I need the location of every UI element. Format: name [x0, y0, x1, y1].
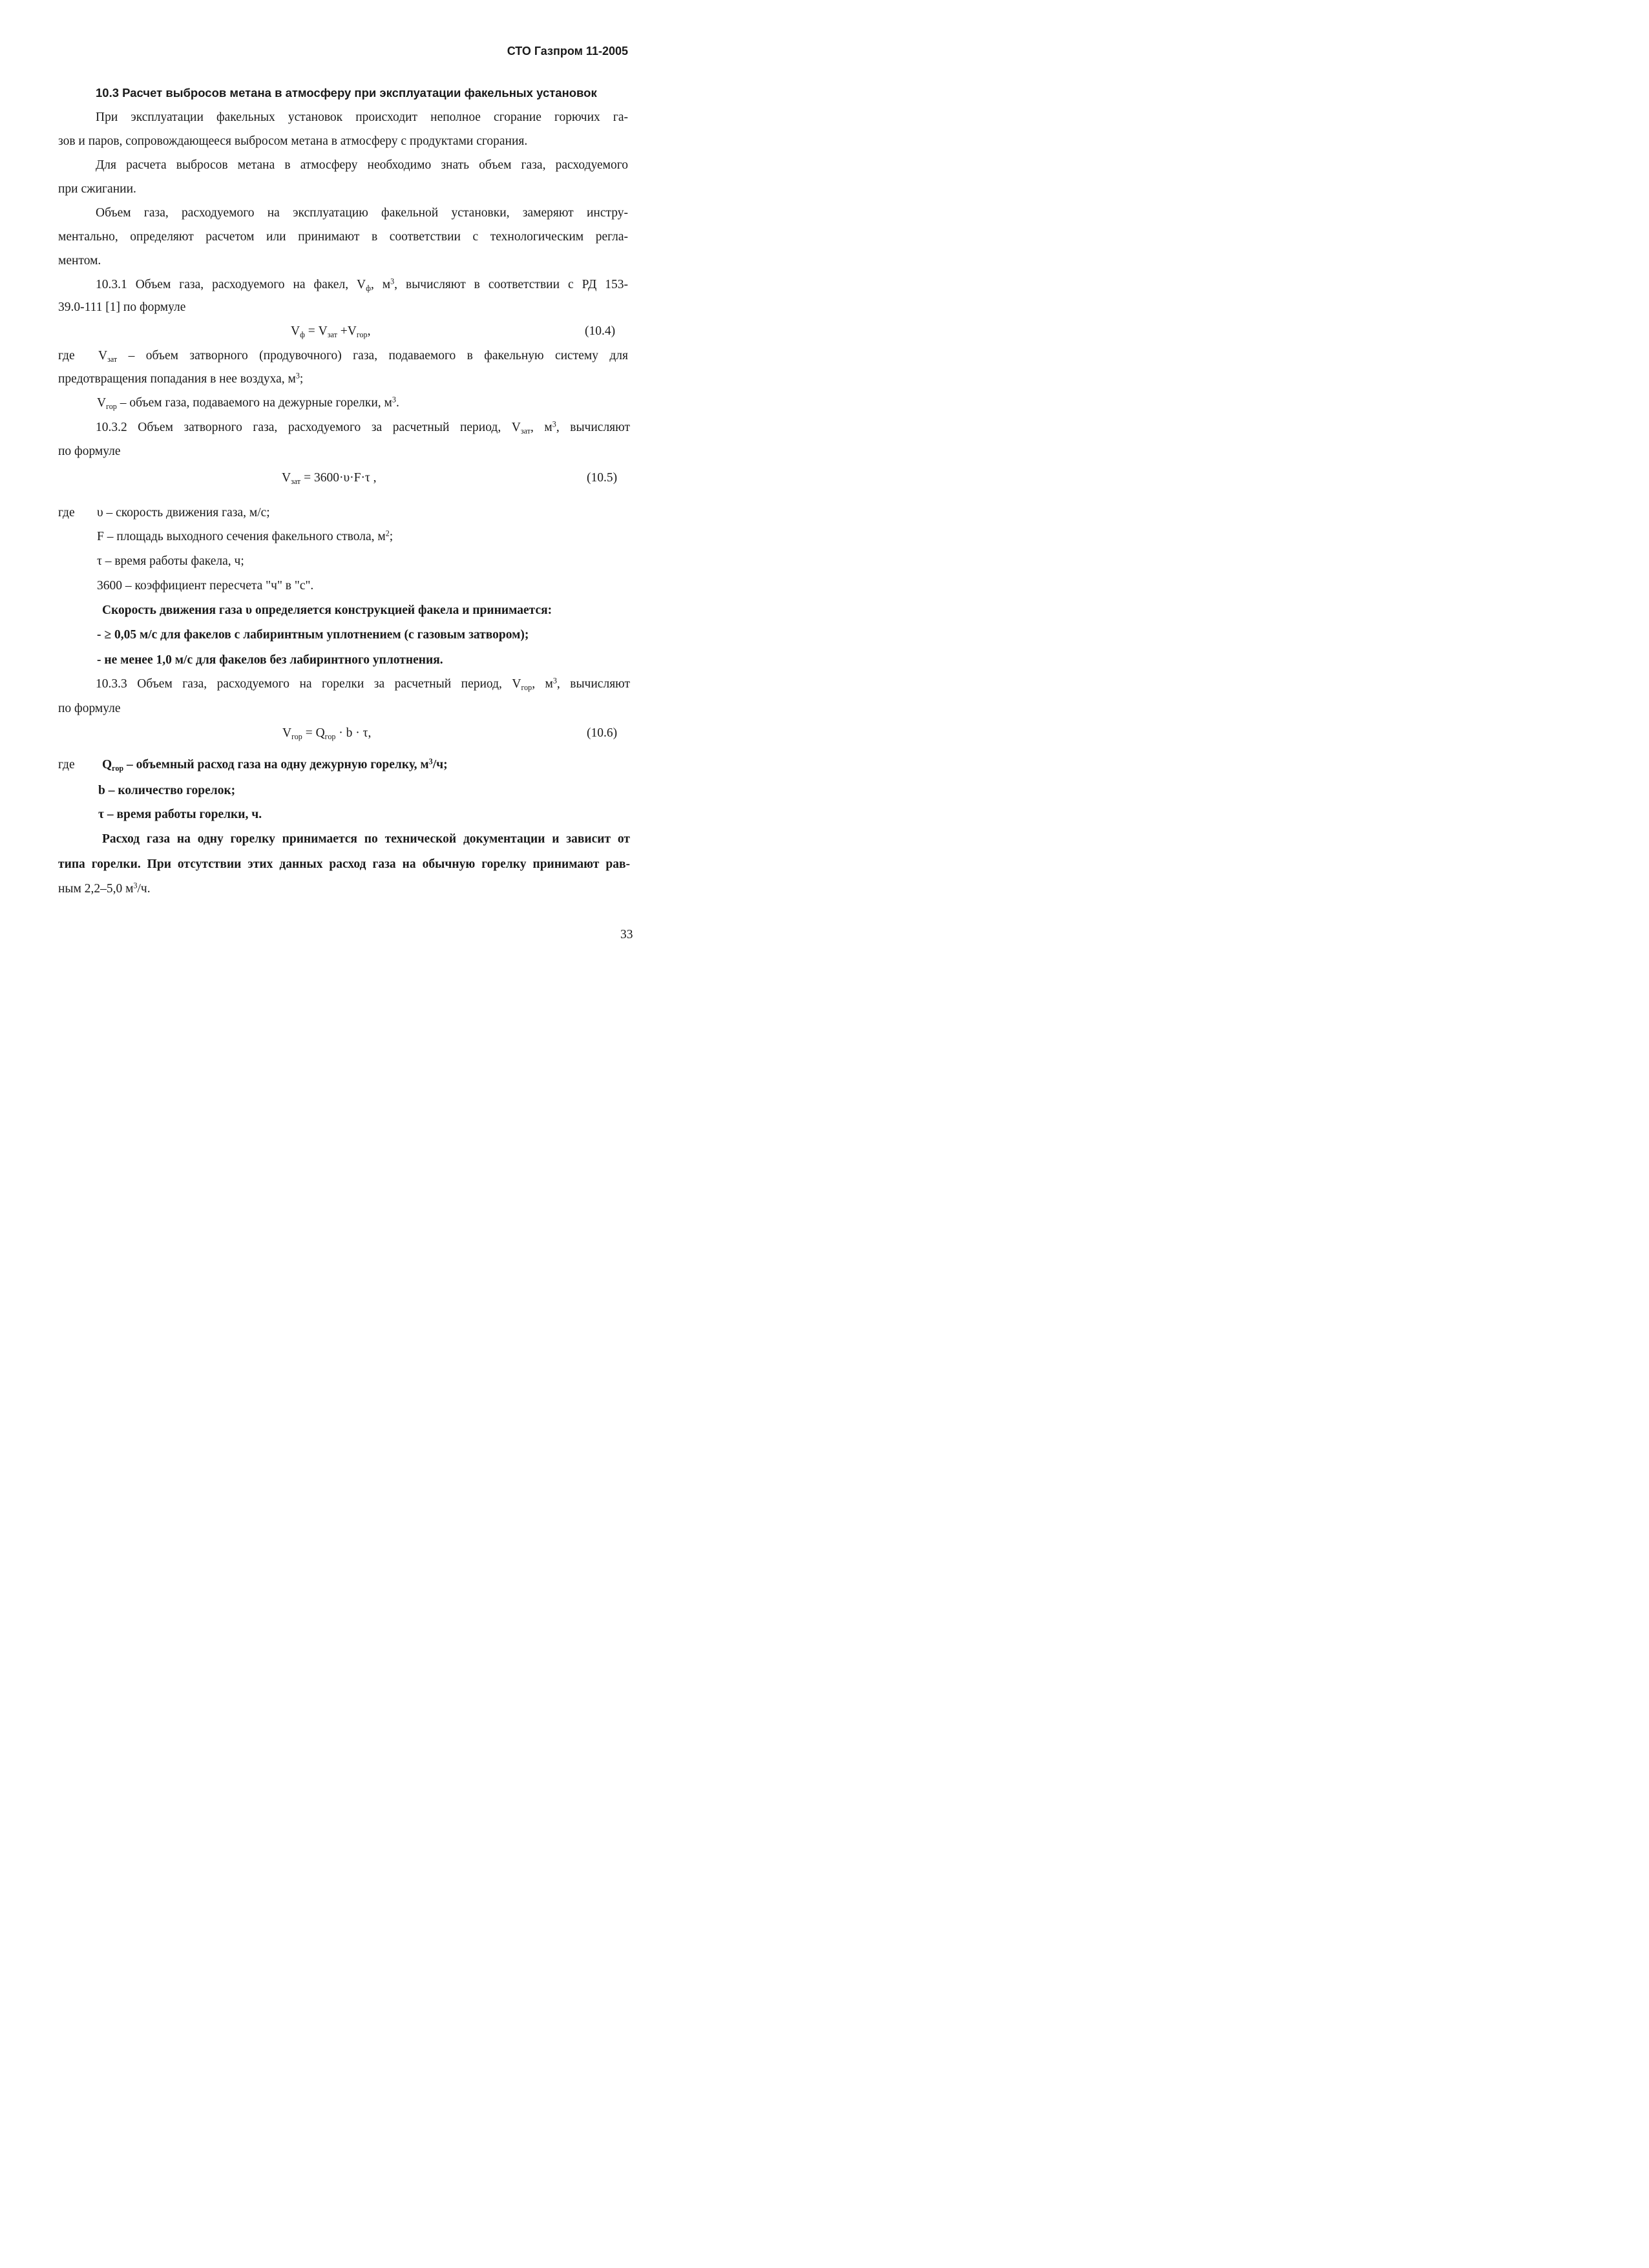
paragraph-line: при сжигании.	[58, 182, 136, 196]
formula-10-5: $V_{зат} = 3600\cdot\upsilon\cdot F\cdot\tau$ ,	[282, 471, 377, 487]
definition-line: 3600 – коэффициент пересчета "ч" в "с".	[97, 579, 314, 593]
definition-line: τ – время работы горелки, ч.	[98, 808, 262, 821]
definition-line: τ – время работы факела, ч;	[97, 554, 244, 568]
paragraph-line: зов и паров, сопровождающееся выбросом метана в атмосферу с продуктами сгорания.	[58, 134, 528, 148]
paragraph-line: Объем газа, расходуемого на эксплуатацию факельной установки, замеряют инстру-	[96, 206, 628, 220]
paragraph-line: ментально, определяют расчетом или принимают в соответствии с технологическим регла-	[58, 230, 628, 244]
paragraph-line: При эксплуатации факельных установок происходит неполное сгорание горючих га-	[96, 110, 628, 124]
formula-10-6: $V_{гор} = Q_{гор} \cdot b \cdot \tau$,	[282, 726, 372, 742]
definition-line: $V_{гор}$ – объем газа, подаваемого на дежурные горелки, $м^3$.	[97, 395, 399, 412]
paragraph-line: Скорость движения газа υ определяется конструкцией факела и принимается:	[102, 604, 552, 617]
clause-10-3-1: 10.3.1 Объем газа, расходуемого на факел, $V_ф$, $м^3$, вычисляют в соответствии с РД 153-	[96, 277, 628, 293]
equation-number: (10.5)	[587, 471, 618, 485]
document-page	[0, 0, 730, 1003]
paragraph-line: ным 2,2–5,0 $м^3/ч$.	[58, 881, 151, 896]
definition-line: $Q_{гор}$ – объемный расход газа на одну дежурную горелку, $м^3/ч$;	[102, 757, 448, 773]
paragraph-line: по формуле	[58, 702, 121, 715]
paragraph-line: 39.0-111 [1] по формуле	[58, 300, 186, 314]
bullet-item: - не менее 1,0 м/с для факелов без лабиринтного уплотнения.	[97, 653, 443, 667]
bullet-item: - ≥ 0,05 м/с для факелов с лабиринтным уплотнением (с газовым затвором);	[97, 628, 529, 642]
page-number: 33	[620, 928, 633, 941]
paragraph-line: по формуле	[58, 445, 121, 458]
formula-10-4: $V_ф = V_{зат} +V_{гор}$,	[291, 324, 371, 340]
document-code-header: СТО Газпром 11-2005	[507, 45, 628, 58]
definition-line: F – площадь выходного сечения факельного ствола, $м^2$;	[97, 529, 394, 543]
paragraph-line: типа горелки. При отсутствии этих данных расход газа на обычную горелку принимают рав-	[58, 857, 630, 871]
where-label: где	[58, 758, 75, 772]
definition-line: b – количество горелок;	[98, 784, 236, 797]
where-label: где	[58, 349, 75, 362]
equation-number: (10.4)	[585, 324, 616, 338]
clause-10-3-2: 10.3.2 Объем затворного газа, расходуемого за расчетный период, $V_{зат}$, $м^3$, вычисляют	[96, 419, 630, 436]
where-label: где	[58, 506, 75, 520]
paragraph-line: Для расчета выбросов метана в атмосферу необходимо знать объем газа, расходуемого	[96, 158, 628, 172]
section-heading: 10.3 Расчет выбросов метана в атмосферу при эксплуатации факельных установок	[96, 86, 597, 100]
paragraph-line: Расход газа на одну горелку принимается по технической документации и зависит от	[102, 832, 630, 846]
definition-line: предотвращения попадания в нее воздуха, $м^3$;	[58, 371, 304, 386]
definition-line: $V_{зат}$ – объем затворного (продувочного) газа, подаваемого в факельную систему для	[98, 349, 628, 364]
paragraph-line: ментом.	[58, 254, 101, 268]
definition-line: υ – скорость движения газа, м/с;	[97, 506, 270, 520]
clause-10-3-3: 10.3.3 Объем газа, расходуемого на горелки за расчетный период, $V_{гор}$, $м^3$, вычисляют	[96, 676, 630, 693]
equation-number: (10.6)	[587, 726, 618, 740]
